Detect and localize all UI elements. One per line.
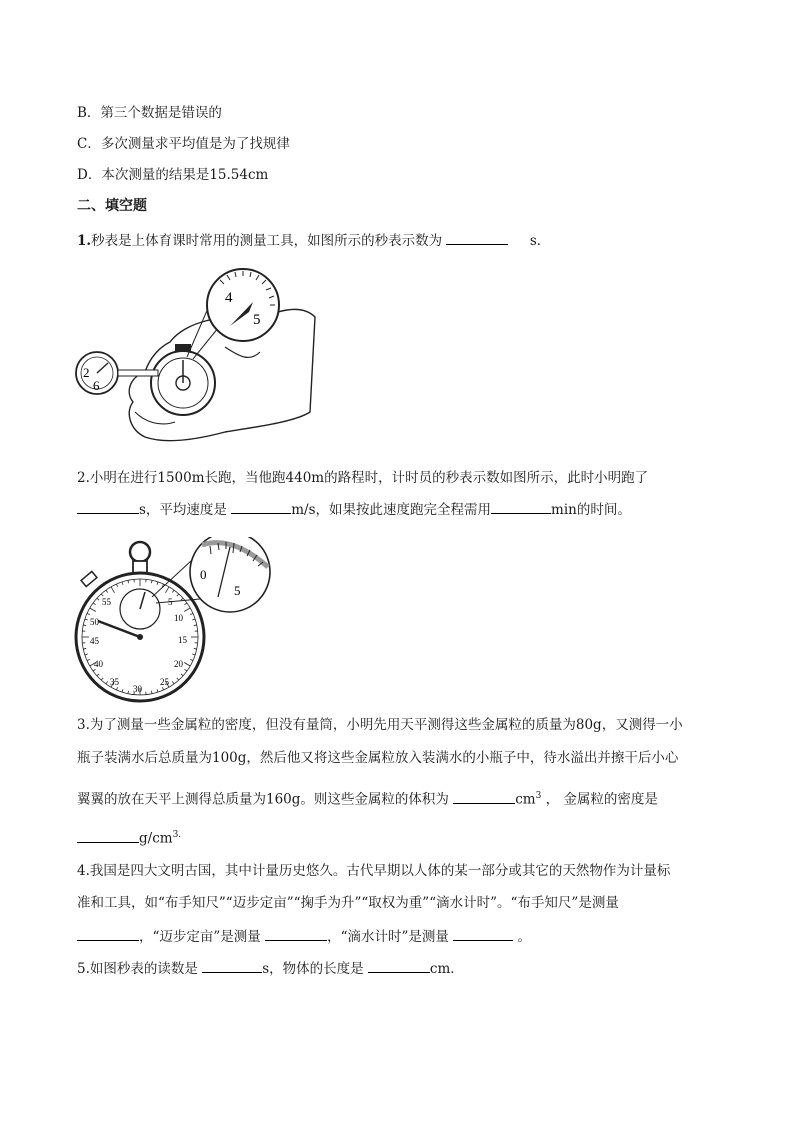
question-5 [77, 958, 464, 978]
option-b: B．第三个数据是错误的 [77, 105, 222, 121]
small-dial-label-6: 6 [93, 378, 100, 393]
question-3-text-b: ， 金属粒的密度是 [545, 791, 658, 808]
question-1-number: 1. [77, 233, 92, 249]
answer-blank[interactable] [265, 926, 327, 941]
answer-blank[interactable] [368, 958, 430, 973]
dial-number-30: 30 [133, 684, 142, 694]
answer-blank[interactable] [446, 230, 508, 245]
question-5-text-b: s，物体的长度是 [262, 961, 364, 977]
question-5-text-a: 5.如图秒表的读数是 [77, 961, 198, 977]
answer-blank[interactable] [491, 499, 551, 514]
answer-blank[interactable] [453, 789, 515, 804]
dial-number-40: 40 [94, 659, 103, 669]
answer-blank[interactable] [77, 499, 139, 514]
option-d: D．本次测量的结果是15.54cm [77, 167, 269, 183]
dial-number-20: 20 [174, 659, 183, 669]
density-unit-exponent: 3. [172, 830, 182, 840]
density-unit: g/cm [139, 830, 173, 847]
question-2-line-1: 2.小明在进行1500m长跑，当他跑440m的路程时，计时员的秒表示数如图所示，此时小明跑了 [77, 470, 649, 486]
answer-blank[interactable] [77, 926, 139, 941]
volume-unit-exponent: 3 [535, 791, 542, 801]
question-2-text-b: m/s，如果按此速度跑完全程需用 [291, 502, 492, 518]
option-c: C．多次测量求平均值是为了找规律 [77, 136, 290, 152]
question-3-line-2: 瓶子装满水后总质量为100g，然后他又将这些金属粒放入装满水的小瓶子中，待水溢出并擦干后小心 [77, 750, 679, 766]
question-4-text-a: ，“迈步定亩”是测量 [139, 929, 261, 945]
question-5-text-c: cm． [429, 961, 464, 977]
question-3-line-1: 3.为了测量一些金属粒的密度，但没有量筒，小明先用天平测得这些金属粒的质量为80g，又测得一小 [77, 717, 683, 733]
answer-blank[interactable] [453, 926, 513, 941]
question-3-line-4 [77, 826, 181, 848]
question-3-line-3 [77, 787, 658, 809]
small-dial-label-2: 2 [83, 365, 90, 380]
question-4-line-1: 4.我国是四大文明古国，其中计量历史悠久。古代早期以人体的某一部分或其它的天然物作为计量标 [77, 863, 671, 879]
question-2-text-c: min的时间。 [551, 502, 631, 518]
dial-number-15: 15 [178, 635, 187, 645]
dial-label-5: 5 [253, 312, 261, 328]
question-4-text-c: 。 [517, 929, 532, 945]
zoom-label-0: 0 [200, 567, 207, 582]
question-2-text-a: s，平均速度是 [139, 502, 227, 518]
zoom-label-5: 5 [234, 583, 241, 598]
stopwatch-figure [72, 537, 277, 709]
dial-number-25: 25 [160, 677, 169, 687]
question-4-line-3 [77, 926, 531, 946]
answer-blank[interactable] [231, 499, 291, 514]
dial-number-55: 55 [102, 597, 111, 607]
dial-number-10: 10 [174, 613, 183, 623]
dial-label-4: 4 [225, 290, 233, 306]
volume-unit: cm [515, 791, 536, 808]
question-3-text-a: 翼翼的放在天平上测得总质量为160g。则这些金属粒的体积为 [77, 791, 449, 808]
question-4-line-2: 准和工具，如“布手知尺”“迈步定亩”“掬手为升”“取权为重”“滴水计时”。“布手知尺”是测量 [77, 895, 619, 911]
question-4-text-b: ，“滴水计时”是测量 [327, 929, 449, 945]
dial-number-45: 45 [90, 636, 99, 646]
section-title: 二、填空题 [77, 198, 147, 214]
question-1-unit: s． [529, 233, 551, 249]
question-1-text: 秒表是上体育课时常用的测量工具，如图所示的秒表示数为 [91, 233, 443, 249]
question-2-line-2 [77, 499, 631, 519]
answer-blank[interactable] [77, 828, 139, 843]
answer-blank[interactable] [202, 958, 262, 973]
question-1 [77, 230, 550, 250]
dial-number-35: 35 [110, 677, 119, 687]
stopwatch-hand-figure [75, 262, 320, 450]
dial-number-50: 50 [90, 617, 99, 627]
